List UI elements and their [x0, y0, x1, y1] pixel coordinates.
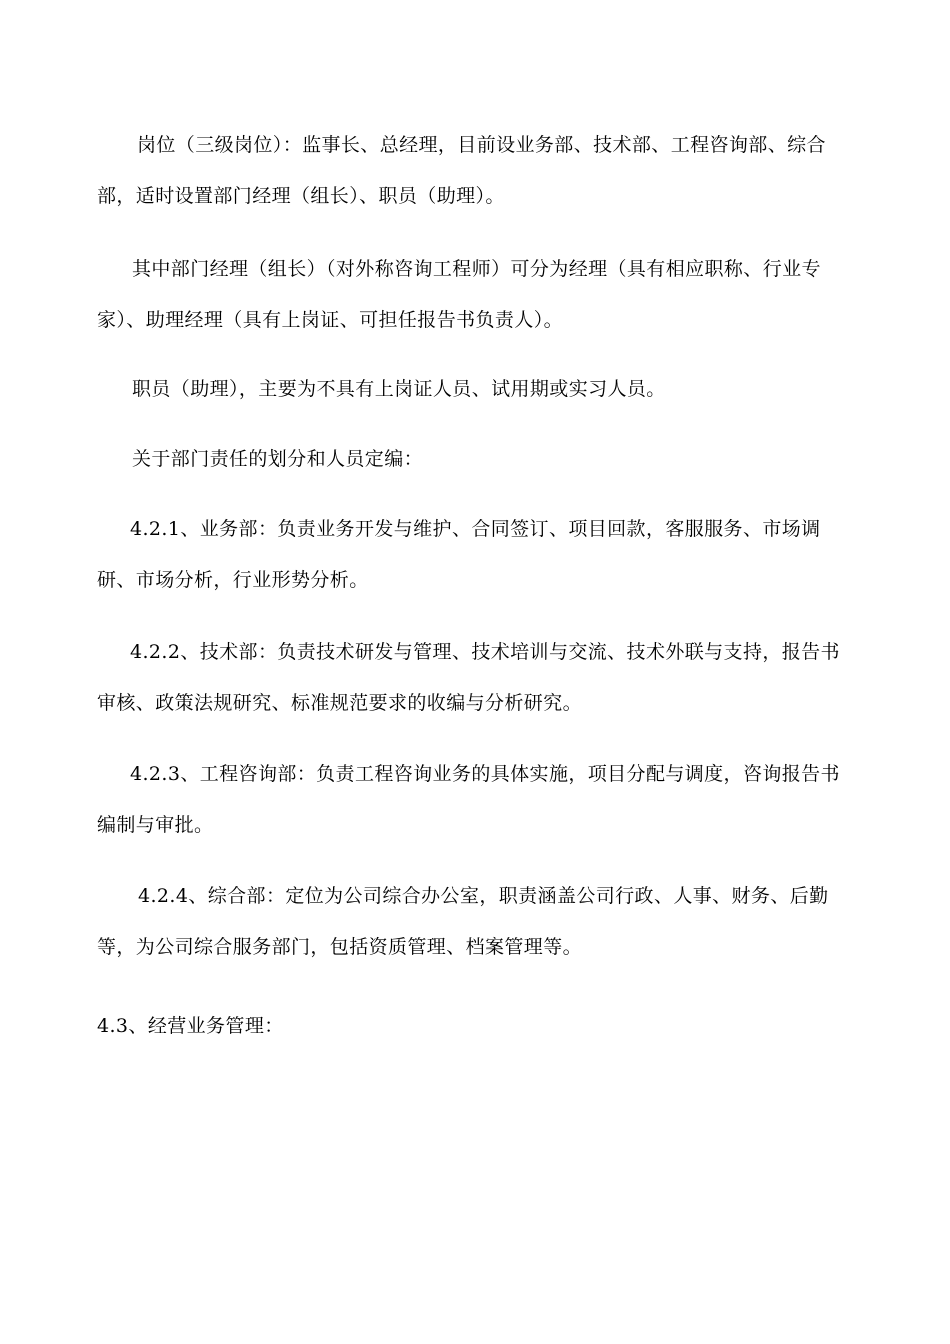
paragraph-business-dept: 4.2.1、业务部：负责业务开发与维护、合同签订、项目回款，客服服务、市场调研、市场分析，行业形势分析。 [97, 518, 821, 591]
paragraph-department-intro: 关于部门责任的划分和人员定编： [132, 448, 424, 470]
paragraph-engineering-dept: 4.2.3、工程咨询部：负责工程咨询业务的具体实施，项目分配与调度，咨询报告书编制与审批。 [97, 763, 840, 836]
paragraph-technical-dept: 4.2.2、技术部：负责技术研发与管理、技术培训与交流、技术外联与支持，报告书审核、政策法规研究、标准规范要求的收编与分析研究。 [97, 641, 840, 714]
paragraph-positions: 岗位（三级岗位）：监事长、总经理，目前设业务部、技术部、工程咨询部、综合部，适时设置部门经理（组长）、职员（助理）。 [97, 134, 826, 207]
paragraph-general-dept: 4.2.4、综合部：定位为公司综合办公室，职责涵盖公司行政、人事、财务、后勤等，为公司综合服务部门，包括资质管理、档案管理等。 [97, 885, 829, 958]
paragraph-staff: 职员（助理），主要为不具有上岗证人员、试用期或实习人员。 [132, 378, 666, 400]
section-heading-business-management: 4.3、经营业务管理： [97, 1015, 284, 1037]
paragraph-manager-levels: 其中部门经理（组长）（对外称咨询工程师）可分为经理（具有相应职称、行业专家）、助理经理（具有上岗证、可担任报告书负责人）。 [97, 258, 821, 331]
